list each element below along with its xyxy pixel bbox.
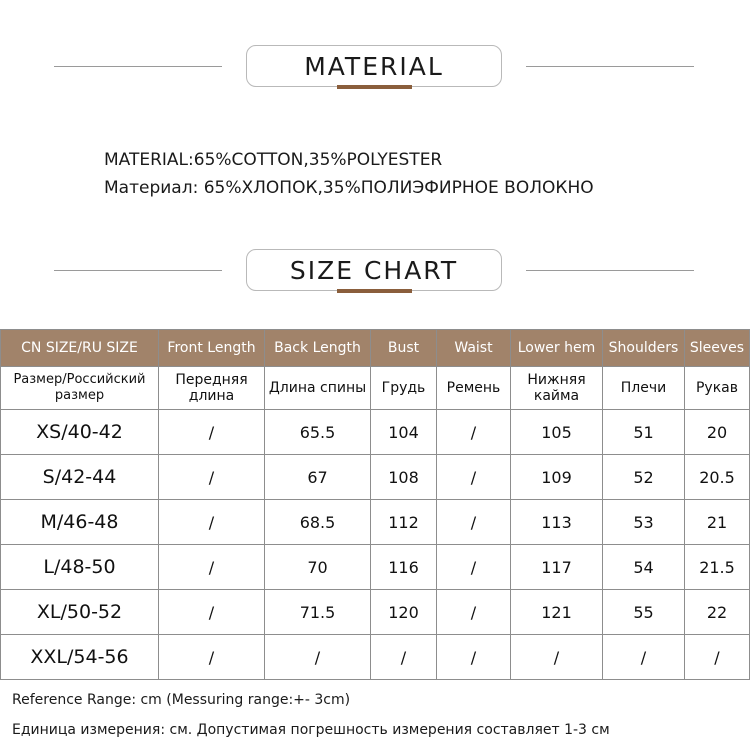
material-section-header	[0, 45, 750, 95]
divider-left	[54, 66, 222, 67]
divider-right	[526, 66, 694, 67]
table-cell: 21	[685, 500, 750, 545]
size-cell: S/42-44	[1, 455, 159, 500]
size-cell: XXL/54-56	[1, 635, 159, 680]
table-cell: /	[437, 455, 511, 500]
table-row	[1, 590, 750, 635]
size-table	[0, 329, 750, 680]
material-title: MATERIAL	[246, 45, 502, 87]
table-row	[1, 455, 750, 500]
notes	[12, 685, 610, 745]
header-ru-cell: Ремень	[437, 367, 511, 410]
table-cell: 51	[603, 410, 685, 455]
header-cell: Waist	[437, 330, 511, 367]
table-row	[1, 410, 750, 455]
table-cell: 55	[603, 590, 685, 635]
header-cell: Shoulders	[603, 330, 685, 367]
table-cell: 20	[685, 410, 750, 455]
size-cell: XS/40-42	[1, 410, 159, 455]
divider-left	[54, 270, 222, 271]
table-cell: 105	[511, 410, 603, 455]
header-ru-cell: Рукав	[685, 367, 750, 410]
table-cell: /	[159, 410, 265, 455]
size-chart-section-header	[0, 249, 750, 299]
table-cell: /	[371, 635, 437, 680]
table-cell: 121	[511, 590, 603, 635]
header-ru-cell: Передняя длина	[159, 367, 265, 410]
header-ru-cell: Грудь	[371, 367, 437, 410]
table-cell: /	[159, 545, 265, 590]
table-cell: /	[159, 500, 265, 545]
table-row	[1, 635, 750, 680]
table-cell: /	[685, 635, 750, 680]
header-ru-cell: Размер/Российский размер	[1, 367, 159, 410]
table-cell: 53	[603, 500, 685, 545]
table-cell: /	[437, 590, 511, 635]
table-cell: 21.5	[685, 545, 750, 590]
table-cell: 68.5	[265, 500, 371, 545]
size-cell: L/48-50	[1, 545, 159, 590]
material-line-en: MATERIAL:65%COTTON,35%POLYESTER	[104, 150, 443, 170]
table-row	[1, 500, 750, 545]
table-cell: 20.5	[685, 455, 750, 500]
header-cell: CN SIZE/RU SIZE	[1, 330, 159, 367]
table-cell: 109	[511, 455, 603, 500]
table-cell: /	[437, 500, 511, 545]
table-cell: /	[159, 635, 265, 680]
header-cell: Bust	[371, 330, 437, 367]
header-ru-cell: Нижняя кайма	[511, 367, 603, 410]
size-cell: M/46-48	[1, 500, 159, 545]
header-cell: Lower hem	[511, 330, 603, 367]
table-cell: /	[437, 545, 511, 590]
header-cell: Back Length	[265, 330, 371, 367]
table-cell: 52	[603, 455, 685, 500]
header-cell: Front Length	[159, 330, 265, 367]
table-cell: /	[159, 590, 265, 635]
table-cell: /	[265, 635, 371, 680]
table-cell: 70	[265, 545, 371, 590]
table-cell: /	[511, 635, 603, 680]
table-cell: 117	[511, 545, 603, 590]
table-cell: 113	[511, 500, 603, 545]
table-header-row	[1, 330, 750, 367]
material-composition	[104, 146, 594, 202]
header-ru-cell: Плечи	[603, 367, 685, 410]
size-cell: XL/50-52	[1, 590, 159, 635]
table-cell: 71.5	[265, 590, 371, 635]
table-cell: /	[437, 410, 511, 455]
reference-range-note: Reference Range: cm (Messuring range:+- 3cm)	[12, 692, 351, 708]
measurement-note-ru: Единица измерения: см. Допустимая погрешность измерения составляет 1-3 см	[12, 722, 610, 738]
table-cell: /	[603, 635, 685, 680]
table-cell: 116	[371, 545, 437, 590]
size-chart-title: SIZE CHART	[246, 249, 502, 291]
table-cell: 108	[371, 455, 437, 500]
header-ru-cell: Длина спины	[265, 367, 371, 410]
divider-right	[526, 270, 694, 271]
header-cell: Sleeves	[685, 330, 750, 367]
table-cell: 104	[371, 410, 437, 455]
table-cell: 67	[265, 455, 371, 500]
table-cell: /	[159, 455, 265, 500]
table-cell: /	[437, 635, 511, 680]
accent-bar	[337, 85, 412, 89]
table-cell: 112	[371, 500, 437, 545]
table-cell: 120	[371, 590, 437, 635]
table-cell: 22	[685, 590, 750, 635]
table-header-ru-row	[1, 367, 750, 410]
material-line-ru: Материал: 65%ХЛОПОК,35%ПОЛИЭФИРНОЕ ВОЛОКНО	[104, 178, 594, 198]
table-cell: 65.5	[265, 410, 371, 455]
accent-bar	[337, 289, 412, 293]
table-row	[1, 545, 750, 590]
table-cell: 54	[603, 545, 685, 590]
